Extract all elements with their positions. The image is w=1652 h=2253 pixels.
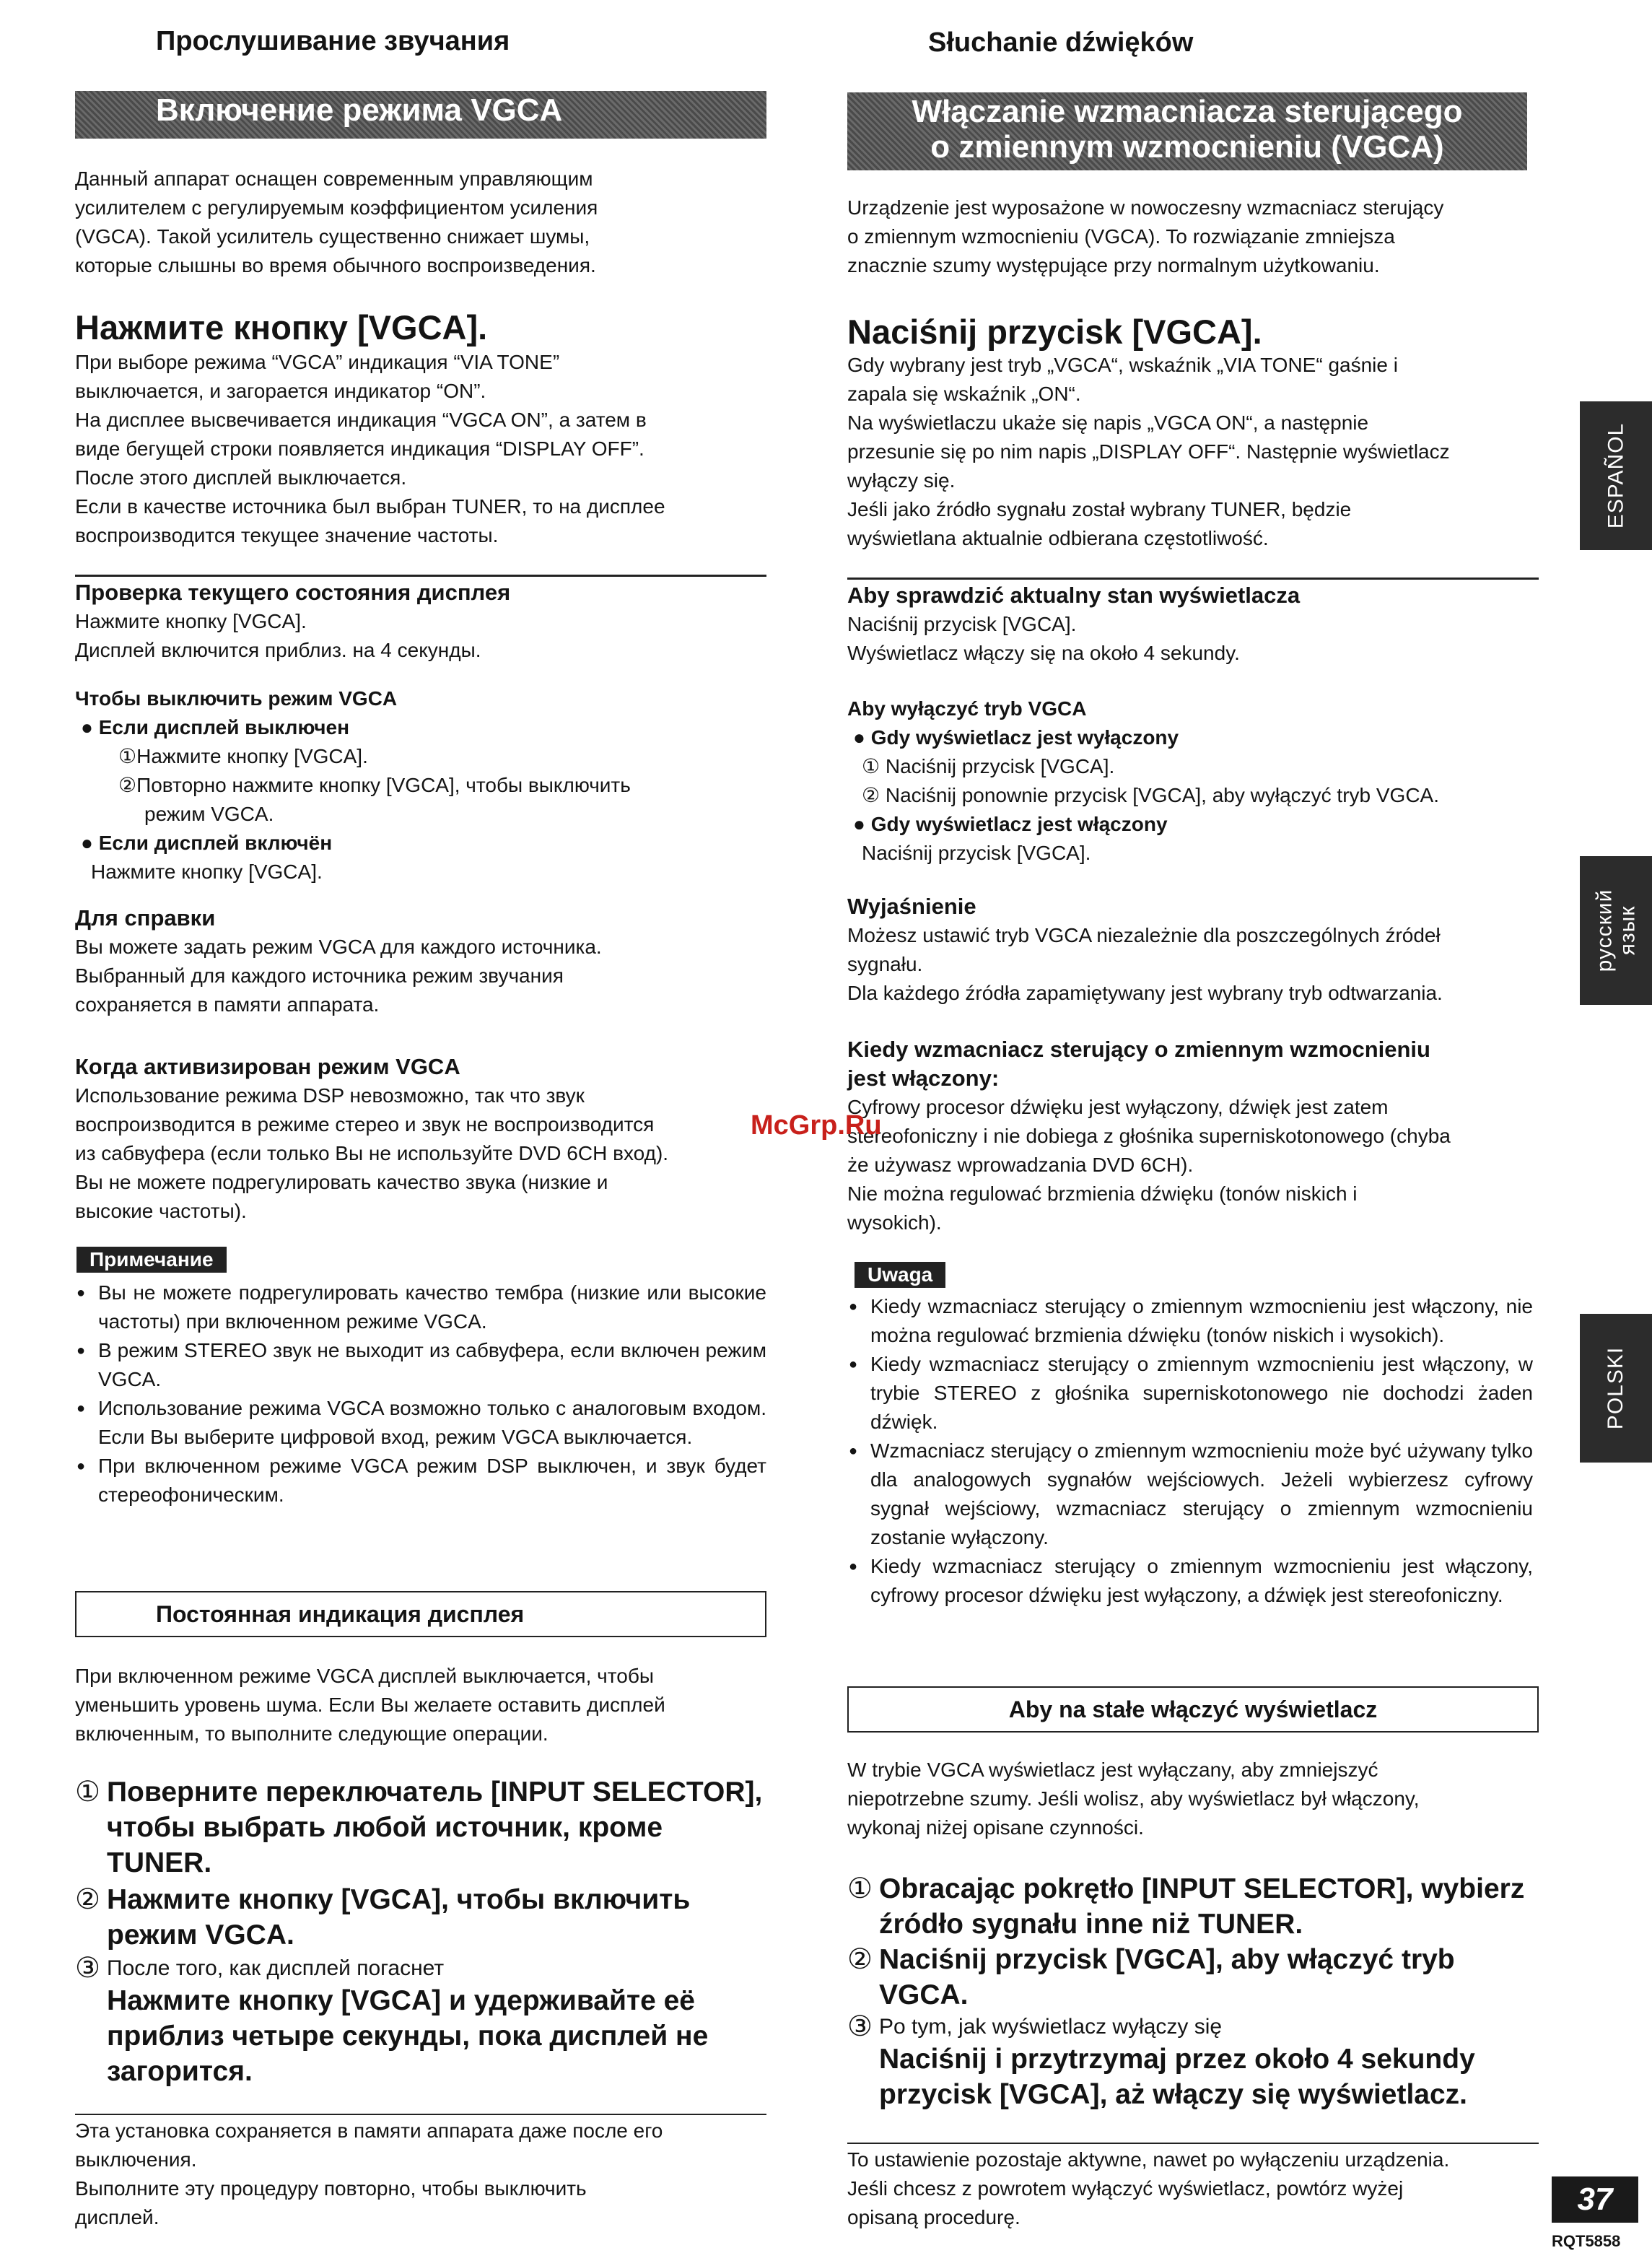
note-list-ru (77, 1278, 766, 1509)
body-line: W trybie VGCA wyświetlacz jest wyłączany, aby zmniejszyć (847, 1759, 1378, 1781)
ref-heading-pl: Wyjaśnienie (847, 894, 976, 919)
note-item: ● Kiedy wzmacniacz sterujący o zmiennym wzmocnieniu jest włączony, nie można regulować brzmienia dźwięku (tonów niskich i wysokich). (849, 1292, 1533, 1350)
step-pre: После того, как дисплей погаснет (107, 1956, 445, 1980)
banner-pl (847, 92, 1527, 170)
off-case1-label: Если дисплей выключен (98, 716, 350, 738)
tab-russian-line: язык (1615, 905, 1639, 956)
body-line: Na wyświetlaczu ukaże się napis „VGCA ON“, a następnie (847, 411, 1369, 434)
body-line: Dla każdego źródła zapamiętywany jest wybrany tryb odtwarzania. (847, 982, 1443, 1004)
body-line: воспроизводится текущее значение частоты. (75, 524, 499, 546)
off-heading-ru: Чтобы выключить режим VGCA (75, 687, 398, 710)
step-line: Obracając pokrętło [INPUT SELECTOR], wybierz (879, 1873, 1525, 1904)
body-line: Gdy wybrany jest tryb „VGCA“, wskaźnik „VIA TONE“ gaśnie i (847, 354, 1398, 376)
body-line: przesunie się po nim napis „DISPLAY OFF“. Następnie wyświetlacz (847, 440, 1450, 463)
circled-2-icon: ② (75, 1884, 100, 1915)
note-label-ru: Примечание (77, 1247, 227, 1273)
note-item: ● Kiedy wzmacniacz sterujący o zmiennym wzmocnieniu jest włączony, w trybie STEREO z głośnika superniskotonowego nie dochodzi żaden dźwięk. (849, 1350, 1533, 1437)
note-label-pl: Uwaga (855, 1262, 945, 1288)
box-title-ru: Постоянная индикация дисплея (75, 1591, 766, 1637)
press-body-ru (75, 348, 665, 550)
footer-line: дисплей. (75, 2206, 159, 2228)
body-line: wykonaj niżej opisane czynności. (847, 1816, 1144, 1839)
footer-pl (847, 2143, 1539, 2232)
note-pl (855, 1262, 1533, 1610)
off-step1-ru: ①Нажмите кнопку [VGCA]. (118, 745, 368, 767)
step1-pl (847, 1871, 1540, 1942)
body-line: Cyfrowy procesor dźwięku jest wyłączony, dźwięk jest zatem (847, 1096, 1389, 1118)
check-heading-pl: Aby sprawdzić aktualny stan wyświetlacza (847, 583, 1301, 608)
body-line: Выбранный для каждого источника режим звучания (75, 964, 564, 987)
body-line: Дисплей включится приблиз. на 4 секунды. (75, 639, 481, 661)
off-case1-pl (847, 723, 1439, 752)
body-line: stereofoniczny i nie dobiega z głośnika superniskotonowego (chyba (847, 1125, 1451, 1147)
step2-ru (75, 1882, 768, 1953)
press-heading-ru: Нажмите кнопку [VGCA]. (75, 308, 488, 347)
off-case2-body-ru: Нажмите кнопку [VGCA]. (91, 860, 323, 883)
body-line: На дисплее высвечивается индикация “VGCA ON”, а затем в (75, 409, 647, 431)
bullet-icon: ● (81, 716, 99, 738)
body-line: Wyświetlacz włączy się na około 4 sekundy. (847, 642, 1240, 664)
ref-section-pl (847, 892, 1540, 1008)
circled-1-icon: ① (847, 1873, 873, 1904)
step-line: чтобы выбрать любой источник, кроме (107, 1812, 663, 1843)
steps-ru (75, 1774, 768, 2089)
check-section-ru (75, 575, 766, 665)
active-heading-ru: Когда активизирован режим VGCA (75, 1054, 460, 1079)
footer-ru (75, 2114, 766, 2232)
body-line: Нажмите кнопку [VGCA]. (75, 610, 307, 632)
steps-pl (847, 1871, 1540, 2112)
step-line: źródło sygnału inne niż TUNER. (879, 1909, 1303, 1940)
banner-line: o zmiennym wzmocnieniu (VGCA) (930, 129, 1444, 165)
intro-pl (847, 193, 1540, 280)
tab-russian (1580, 856, 1652, 1005)
note-item: ● Вы не можете подрегулировать качество тембра (низкие или высокие частоты) при включенном режиме VGCA. (77, 1278, 766, 1336)
intro-line: o zmiennym wzmocnieniu (VGCA). To rozwiązanie zmniejsza (847, 225, 1395, 248)
tab-russian-label (1593, 889, 1639, 972)
off-case2-ru (75, 829, 631, 858)
tab-polski (1580, 1314, 1652, 1463)
step3-pl (847, 2013, 1540, 2041)
step-line: загорится. (107, 2056, 253, 2087)
body-line: że używasz wprowadzania DVD 6CH). (847, 1154, 1194, 1176)
page-number: 37 (1552, 2176, 1638, 2223)
active-section-ru (75, 1053, 668, 1226)
body-line: Naciśnij przycisk [VGCA]. (847, 613, 1077, 635)
note-item: ● Wzmacniacz sterujący o zmiennym wzmocnieniu może być używany tylko dla analogowych sygnałów wejściowych. Jeżeli wybierzesz cyfrowy sygnał wejściowy, wzmacniacz sterujący o zmiennym wzmocnieniu zostanie wyłączony. (849, 1437, 1533, 1552)
intro-line: Urządzenie jest wyposażone w nowoczesny wzmacniacz sterujący (847, 196, 1444, 219)
body-line: Использование режима DSP невозможно, так что звук (75, 1084, 585, 1107)
body-line: из сабвуфера (если только Вы не используйте DVD 6CH вход). (75, 1142, 669, 1164)
active-section-pl (847, 1035, 1540, 1237)
tab-espanol-label: ESPAÑOL (1604, 422, 1627, 529)
bullet-icon: ● (853, 726, 871, 749)
step-line: Поверните переключатель [INPUT SELECTOR], (107, 1777, 763, 1808)
box-intro-pl (847, 1756, 1540, 1842)
bullet-icon: ● (81, 832, 99, 854)
check-section-pl (847, 578, 1539, 668)
body-line: Если в качестве источника был выбран TUNER, то на дисплее (75, 495, 665, 518)
intro-line: (VGCA). Такой усилитель существенно снижает шумы, (75, 225, 590, 248)
off-case2-pl (847, 810, 1439, 839)
check-heading-ru: Проверка текущего состояния дисплея (75, 580, 511, 605)
body-line: При включенном режиме VGCA дисплей выключается, чтобы (75, 1665, 654, 1687)
step3-body-pl (847, 2041, 1540, 2112)
off-case2-body-pl: Naciśnij przycisk [VGCA]. (862, 842, 1091, 864)
step-line: Нажмите кнопку [VGCA] и удерживайте её (107, 1985, 695, 2016)
step-pre: Po tym, jak wyświetlacz wyłączy się (879, 2015, 1223, 2039)
bullet-icon: ● (853, 813, 871, 835)
off-case2-label: Если дисплей включён (98, 832, 333, 854)
circled-3-icon: ③ (847, 2011, 873, 2042)
press-body-pl (847, 351, 1540, 553)
body-line: Вы можете задать режим VGCA для каждого источника. (75, 936, 602, 958)
off-step2-ru: ②Повторно нажмите кнопку [VGCA], чтобы выключить (118, 774, 631, 796)
banner-line: Włączanie wzmacniacza sterującego (912, 94, 1463, 129)
step-line: VGCA. (879, 1979, 969, 2010)
circled-2-icon: ② (847, 1944, 873, 1975)
intro-ru (75, 165, 598, 280)
footer-line: Jeśli chcesz z powrotem wyłączyć wyświetlacz, powtórz wyżej (847, 2177, 1404, 2200)
off-step1-pl: ① Naciśnij przycisk [VGCA]. (862, 755, 1115, 777)
tab-polski-label: POLSKI (1604, 1346, 1628, 1430)
body-line: виде бегущей строки появляется индикация “DISPLAY OFF”. (75, 437, 644, 460)
body-line: сохраняется в памяти аппарата. (75, 993, 380, 1016)
section-header-pl: Słuchanie dźwięków (928, 27, 1194, 58)
ref-heading-ru: Для справки (75, 905, 216, 931)
body-line: После этого дисплей выключается. (75, 466, 407, 489)
step3-body-ru (75, 1983, 768, 2089)
off-step2-cont-ru: режим VGCA. (144, 803, 274, 825)
footer-line: Выполните эту процедуру повторно, чтобы выключить (75, 2177, 587, 2200)
step-line: przycisk [VGCA], aż włączy się wyświetlacz. (879, 2079, 1468, 2110)
ref-section-ru (75, 904, 602, 1019)
press-heading-pl: Naciśnij przycisk [VGCA]. (847, 313, 1262, 351)
body-line: воспроизводится в режиме стерео и звук не воспроизводится (75, 1113, 655, 1136)
step-line: TUNER. (107, 1847, 212, 1878)
off-heading-pl: Aby wyłączyć tryb VGCA (847, 697, 1087, 720)
body-line: zapala się wskaźnik „ON“. (847, 383, 1081, 405)
circled-1-icon: ① (75, 1777, 100, 1808)
off-case2-label: Gdy wyświetlacz jest włączony (870, 813, 1168, 835)
intro-line: Данный аппарат оснащен современным управляющим (75, 167, 593, 190)
off-case1-ru (75, 713, 631, 742)
banner-ru: Включение режима VGCA (75, 91, 766, 139)
step-line: Нажмите кнопку [VGCA], чтобы включить (107, 1884, 691, 1915)
tab-russian-line: русский (1592, 889, 1616, 972)
note-item: ● Использование режима VGCA возможно только с аналоговым входом. Если Вы выберите цифровой вход, режим VGCA выключается. (77, 1394, 766, 1452)
footer-line: Эта установка сохраняется в памяти аппарата даже после его (75, 2119, 663, 2142)
body-line: Jeśli jako źródło sygnału został wybrany TUNER, będzie (847, 498, 1352, 520)
body-line: Nie można regulować brzmienia dźwięku (tonów niskich i (847, 1182, 1358, 1205)
body-line: niepotrzebne szumy. Jeśli wolisz, aby wyświetlacz był włączony, (847, 1787, 1420, 1810)
active-heading-pl: Kiedy wzmacniacz sterujący o zmiennym wzmocnieniu (847, 1037, 1430, 1062)
step-line: режим VGCA. (107, 1919, 294, 1951)
body-line: При выборе режима “VGCA” индикация “VIA TONE” (75, 351, 560, 373)
body-line: sygnału. (847, 953, 923, 975)
doc-code: RQT5858 (1552, 2232, 1621, 2250)
box-title-pl: Aby na stałe włączyć wyświetlacz (847, 1686, 1539, 1733)
step-line: Naciśnij przycisk [VGCA], aby włączyć tryb (879, 1944, 1455, 1975)
footer-line: выключения. (75, 2148, 197, 2171)
watermark: McGrp.Ru (751, 1110, 882, 1141)
body-line: wyświetlana aktualnie odbierana częstotliwość. (847, 527, 1269, 549)
step-line: приблиз четыре секунды, пока дисплей не (107, 2021, 709, 2052)
footer-line: opisaną procedurę. (847, 2206, 1021, 2228)
intro-line: которые слышны во время обычного воспроизведения. (75, 254, 596, 276)
step-line: Naciśnij i przytrzymaj przez około 4 sekundy (879, 2044, 1475, 2075)
body-line: Вы не можете подрегулировать качество звука (низкие и (75, 1171, 608, 1193)
note-item: ● В режим STEREO звук не выходит из сабвуфера, если включен режим VGCA. (77, 1336, 766, 1394)
body-line: выключается, и загорается индикатор “ON”. (75, 380, 486, 402)
active-heading-pl-cont: jest włączony: (847, 1066, 1000, 1091)
step2-pl (847, 1942, 1540, 2013)
intro-line: усилителем с регулируемым коэффициентом усиления (75, 196, 598, 219)
off-section-pl (847, 694, 1439, 868)
note-item: ● Kiedy wzmacniacz sterujący o zmiennym wzmocnieniu jest włączony, cyfrowy procesor dźwięku jest wyłączony, a dźwięk jest stereofoniczny. (849, 1552, 1533, 1610)
section-header-ru: Прослушивание звучания (156, 26, 510, 56)
body-line: wysokich). (847, 1211, 942, 1234)
step3-ru (75, 1954, 768, 1983)
footer-line: To ustawienie pozostaje aktywne, nawet po wyłączeniu urządzenia. (847, 2148, 1450, 2171)
body-line: wyłączy się. (847, 469, 956, 492)
tab-espanol (1580, 401, 1652, 550)
step1-ru (75, 1774, 768, 1881)
box-intro-ru (75, 1662, 665, 1748)
off-section-ru (75, 684, 631, 886)
body-line: включенным, то выполните следующие операции. (75, 1722, 549, 1745)
off-case1-label: Gdy wyświetlacz jest wyłączony (870, 726, 1179, 749)
note-item: ● При включенном режиме VGCA режим DSP выключен, и звук будет стереофоническим. (77, 1452, 766, 1509)
body-line: уменьшить уровень шума. Если Вы желаете оставить дисплей (75, 1694, 665, 1716)
body-line: Możesz ustawić tryb VGCA niezależnie dla poszczególnych źródeł (847, 924, 1441, 946)
off-step2-pl: ② Naciśnij ponownie przycisk [VGCA], aby wyłączyć tryb VGCA. (862, 784, 1440, 806)
note-list-pl (849, 1292, 1533, 1610)
circled-3-icon: ③ (75, 1953, 100, 1984)
intro-line: znacznie szumy występujące przy normalnym użytkowaniu. (847, 254, 1380, 276)
body-line: высокие частоты). (75, 1200, 247, 1222)
note-ru (77, 1247, 766, 1509)
